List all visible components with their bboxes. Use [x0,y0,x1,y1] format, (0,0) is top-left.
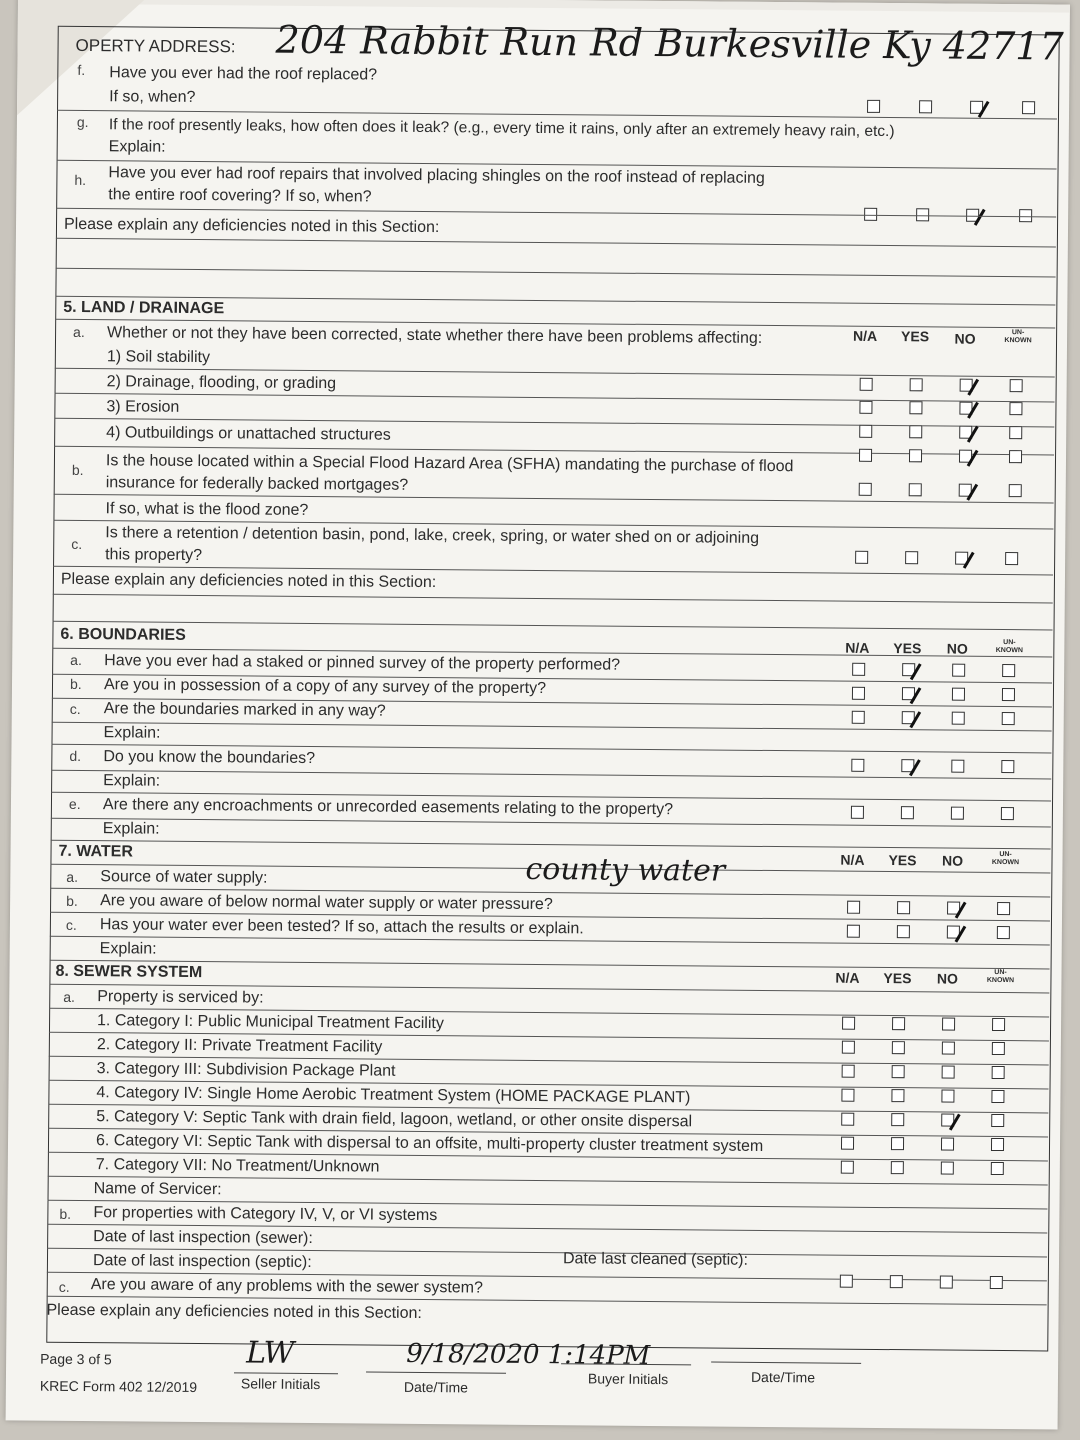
septic-cleaned-label: Date last cleaned (septic): [562,1250,749,1269]
category-5: 5. Category V: Septic Tank with drain field, lagoon, wetland, or other onsite dispersal [96,1108,693,1131]
checkbox-8a5-no[interactable] [941,1114,954,1127]
col-unknown: UN- KNOWN [995,639,1023,655]
col-no: NO [946,640,968,657]
checkbox-7c-na[interactable] [847,925,860,938]
question-6e-explain: Explain: [102,820,160,838]
question-8c: Are you aware of any problems with the sewer system? [90,1276,484,1297]
checkbox-5a3-no[interactable] [959,426,972,439]
item-5a-1: 1) Soil stability [106,348,211,367]
checkbox-5a4-na[interactable] [859,449,872,462]
buyer-date-line [711,1362,861,1364]
question-5a: Whether or not they have been corrected, state whether there have been problems affecting: [107,324,763,347]
checkbox-4f-no[interactable] [970,101,983,114]
water-source-handwritten: county water [525,851,726,889]
checkbox-8c-yes[interactable] [890,1275,903,1288]
question-8a: Property is serviced by: [97,988,264,1007]
question-6e: Are there any encroachments or unrecorded easements relating to the property? [102,796,674,819]
section6-title: 6. BOUNDARIES [60,625,186,644]
checkbox-7b-na[interactable] [847,901,860,914]
checkbox-8a4-yes[interactable] [891,1089,904,1102]
checkbox-8a3-no[interactable] [942,1066,955,1079]
checkbox-6c-yes[interactable] [902,711,915,724]
page-top-edge [18,0,1070,13]
checkbox-6b-yes[interactable] [902,687,915,700]
seller-initials-line [234,1372,338,1374]
checkbox-8c-na[interactable] [840,1275,853,1288]
item-letter-a: a. [66,868,79,885]
checkbox-6e-yes[interactable] [901,806,914,819]
item-letter-f: f. [77,61,86,78]
checkbox-6e-unknown[interactable] [1001,807,1014,820]
question-4h-line2: the entire roof covering? If so, when? [108,186,372,206]
checkbox-7c-yes[interactable] [897,925,910,938]
checkbox-4f-na[interactable] [867,100,880,113]
checkbox-7b-no[interactable] [947,902,960,915]
question-5c-line1: Is there a retention / detention basin, pond, lake, creek, spring, or water shed on or adjoining [105,524,760,547]
section8-title: 8. SEWER SYSTEM [55,962,203,982]
checkbox-8a5-na[interactable] [841,1113,854,1126]
checkbox-5a4-yes[interactable] [909,449,922,462]
checkbox-5a4-no[interactable] [959,450,972,463]
question-8b: For properties with Category IV, V, or VI systems [93,1204,438,1225]
col-yes: YES [883,969,912,987]
item-5a-2: 2) Drainage, flooding, or grading [106,373,337,393]
checkbox-5a2-unknown[interactable] [1009,402,1022,415]
category-7: 7. Category VII: No Treatment/Unknown [95,1156,380,1176]
date-time-handwritten: 9/18/2020 1:14PM [406,1338,651,1371]
servicer-name-label: Name of Servicer: [93,1180,222,1199]
checkbox-6a-na[interactable] [852,663,865,676]
col-yes: YES [888,852,917,869]
col-unknown: UN- KNOWN [1004,329,1032,345]
checkbox-8a7-no[interactable] [941,1162,954,1175]
item-letter-e: e. [68,795,81,812]
checkbox-6b-no[interactable] [952,688,965,701]
col-no: NO [936,970,959,987]
question-5c-line2: this property? [105,546,203,565]
checkbox-8a4-na[interactable] [841,1089,854,1102]
property-address-handwritten: 204 Rabbit Run Rd Burkesville Ky 42717 [275,17,1064,69]
checkbox-5a3-yes[interactable] [909,425,922,438]
form-id: KREC Form 402 12/2019 [39,1377,198,1396]
col-yes: YES [893,640,922,657]
question-5b-line2: insurance for federally backed mortgages? [105,474,409,494]
checkbox-5a4-unknown[interactable] [1009,450,1022,463]
checkbox-8a6-yes[interactable] [891,1137,904,1150]
checkbox-5b-na[interactable] [859,483,872,496]
question-6a: Have you ever had a staked or pinned survey of the property performed? [104,652,621,674]
date-time-line [366,1371,506,1373]
checkbox-8a1-no[interactable] [942,1018,955,1031]
col-unknown: UN- KNOWN [991,851,1020,867]
checkbox-6d-no[interactable] [951,760,964,773]
checkbox-5a3-na[interactable] [859,425,872,438]
disclosure-form-page [6,0,1070,1430]
checkbox-8a1-yes[interactable] [892,1017,905,1030]
checkbox-7c-unknown[interactable] [997,926,1010,939]
question-6b: Are you in possession of a copy of any survey of the property? [103,676,547,698]
seller-initials-label: Seller Initials [240,1375,321,1393]
checkbox-5a3-unknown[interactable] [1009,426,1022,439]
category-4: 4. Category IV: Single Home Aerobic Treatment System (HOME PACKAGE PLANT) [96,1084,691,1107]
checkbox-5a1-unknown[interactable] [1010,379,1023,392]
question-7b: Are you aware of below normal water supply or water pressure? [100,892,553,914]
checkbox-8c-no[interactable] [940,1276,953,1289]
checkbox-6d-na[interactable] [851,759,864,772]
checkbox-5c-yes[interactable] [905,551,918,564]
item-letter-b: b. [59,1205,72,1222]
question-5b-line1: Is the house located within a Special Flood Hazard Area (SFHA) mandating the purchase of flood [105,452,794,476]
item-letter-h: h. [74,171,87,189]
checkbox-6c-no[interactable] [952,712,965,725]
question-7c-explain: Explain: [99,940,157,958]
col-no: NO [941,852,964,869]
checkbox-6a-no[interactable] [952,664,965,677]
question-4g: If the roof presently leaks, how often does it leak? (e.g., every time it rains, only after an extremely heavy rain, etc.) [108,116,895,141]
checkbox-8a7-unknown[interactable] [991,1162,1004,1175]
item-5a-4: 4) Outbuildings or unattached structures [106,424,391,444]
checkbox-6d-yes[interactable] [901,759,914,772]
checkbox-8a7-na[interactable] [841,1161,854,1174]
item-letter-a: a. [70,651,82,668]
checkbox-6c-unknown[interactable] [1002,712,1015,725]
checkbox-7b-yes[interactable] [897,901,910,914]
checkbox-6b-unknown[interactable] [1002,688,1015,701]
septic-inspection-label: Date of last inspection (septic): [92,1252,312,1272]
checkbox-6c-na[interactable] [852,711,865,724]
page-number: Page 3 of 5 [40,1350,112,1368]
item-letter-a: a. [63,988,76,1005]
date-time-label: Date/Time [403,1378,469,1396]
checkbox-6a-yes[interactable] [902,663,915,676]
checkbox-8c-unknown[interactable] [990,1276,1003,1289]
question-7a: Source of water supply: [100,868,268,887]
checkbox-8a5-unknown[interactable] [991,1114,1004,1127]
col-na: N/A [840,851,865,868]
checkbox-8a3-unknown[interactable] [992,1066,1005,1079]
checkbox-5b-unknown[interactable] [1009,484,1022,497]
checkbox-4f-yes[interactable] [919,100,932,113]
category-2: 2. Category II: Private Treatment Facility [96,1036,383,1056]
checkbox-6b-na[interactable] [852,687,865,700]
item-letter-c: c. [58,1278,70,1295]
question-6d-explain: Explain: [103,772,161,790]
question-6d: Do you know the boundaries? [103,748,316,768]
checkbox-5b-yes[interactable] [909,483,922,496]
checkbox-5c-unknown[interactable] [1005,552,1018,565]
checkbox-8a1-na[interactable] [842,1017,855,1030]
buyer-date-label: Date/Time [750,1368,816,1386]
checkbox-6a-unknown[interactable] [1002,664,1015,677]
checkbox-8a4-no[interactable] [941,1090,954,1103]
category-1: 1. Category I: Public Municipal Treatment Facility [97,1012,444,1033]
item-5a-3: 3) Erosion [106,398,180,416]
checkbox-4f-unknown[interactable] [1022,101,1035,114]
question-4h-line1: Have you ever had roof repairs that involved placing shingles on the roof instead of replacing [108,164,765,187]
checkbox-5a1-yes[interactable] [910,378,923,391]
section5-deficiencies: Please explain any deficiencies noted in this Section: [60,570,437,592]
checkbox-5a2-no[interactable] [959,402,972,415]
checkbox-5a1-no[interactable] [960,379,973,392]
section4-deficiencies: Please explain any deficiencies noted in this Section: [63,215,440,237]
section7-title: 7. WATER [58,842,133,861]
checkbox-8a3-na[interactable] [842,1065,855,1078]
col-no: NO [954,330,976,347]
checkbox-5b-no[interactable] [959,484,972,497]
checkbox-8a6-unknown[interactable] [991,1138,1004,1151]
col-yes: YES [900,328,930,345]
checkbox-8a7-yes[interactable] [891,1161,904,1174]
checkbox-8a6-na[interactable] [841,1137,854,1150]
checkbox-8a2-no[interactable] [942,1042,955,1055]
question-4g-explain: Explain: [108,138,166,156]
col-na: N/A [852,327,878,344]
seller-initials-handwritten: LW [246,1335,295,1371]
col-unknown: UN- KNOWN [986,968,1015,985]
checkbox-8a5-yes[interactable] [891,1113,904,1126]
checkbox-6e-no[interactable] [951,807,964,820]
checkbox-8a3-yes[interactable] [892,1065,905,1078]
checkbox-7c-no[interactable] [947,926,960,939]
section8-deficiencies: Please explain any deficiencies noted in this Section: [46,1301,422,1322]
question-5b-zone: If so, what is the flood zone? [105,500,309,519]
checkbox-5a2-yes[interactable] [909,401,922,414]
checkbox-5c-na[interactable] [855,551,868,564]
checkbox-5c-no[interactable] [955,552,968,565]
category-3: 3. Category III: Subdivision Package Plant [96,1060,396,1080]
col-na: N/A [845,639,870,656]
item-letter-a: a. [73,323,85,341]
item-letter-c: c. [69,700,81,717]
checkbox-8a1-unknown[interactable] [992,1018,1005,1031]
item-letter-c: c. [71,535,83,552]
checkbox-8a4-unknown[interactable] [991,1090,1004,1103]
sewer-inspection-label: Date of last inspection (sewer): [93,1228,313,1248]
question-4f-when: If so, when? [109,88,196,106]
checkbox-8a2-yes[interactable] [892,1041,905,1054]
col-na: N/A [835,969,860,986]
item-letter-d: d. [69,747,82,764]
item-letter-c: c. [65,916,77,933]
property-address-label: OPERTY ADDRESS: [75,35,236,57]
checkbox-6d-unknown[interactable] [1001,760,1014,773]
buyer-initials-label: Buyer Initials [587,1370,669,1388]
checkbox-8a6-no[interactable] [941,1138,954,1151]
checkbox-5a1-na[interactable] [860,378,873,391]
question-7c: Has your water ever been tested? If so, attach the results or explain. [99,916,584,938]
checkbox-7b-unknown[interactable] [997,902,1010,915]
section5-title: 5. LAND / DRAINAGE [63,298,225,318]
item-letter-b: b. [71,461,84,478]
checkbox-5a2-na[interactable] [859,401,872,414]
checkbox-8a2-unknown[interactable] [992,1042,1005,1055]
question-6c-explain: Explain: [103,724,161,742]
question-6c: Are the boundaries marked in any way? [103,700,386,720]
checkbox-8a2-na[interactable] [842,1041,855,1054]
item-letter-b: b. [69,675,82,692]
checkbox-6e-na[interactable] [851,806,864,819]
category-6: 6. Category VI: Septic Tank with dispersal to an offsite, multi-property cluster treatment system [95,1132,764,1155]
item-letter-b: b. [66,892,78,909]
item-letter-g: g. [76,113,89,131]
question-4f: Have you ever had the roof replaced? [109,64,378,84]
